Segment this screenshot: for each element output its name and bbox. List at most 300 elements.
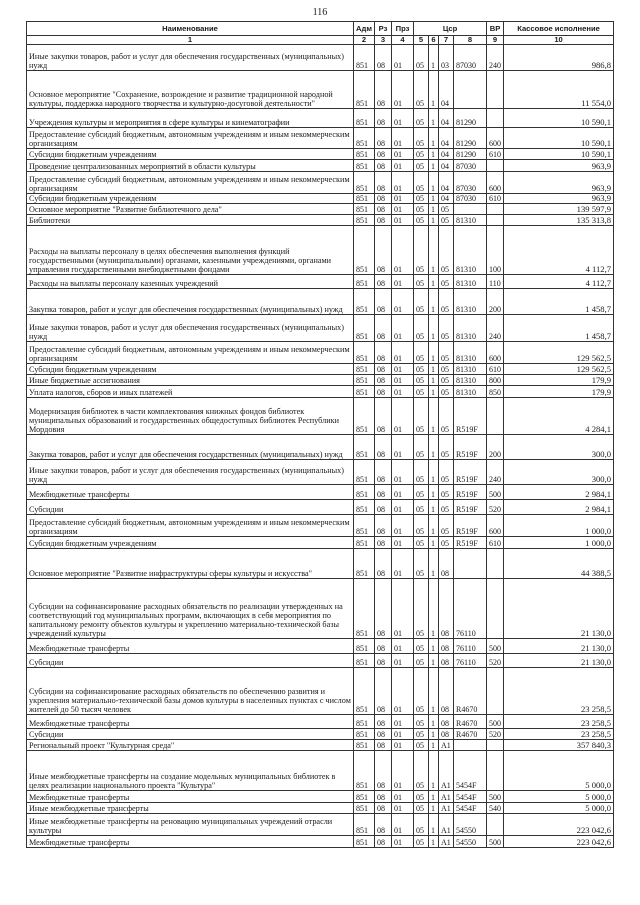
- row-vr: 110: [487, 275, 504, 289]
- header-adm: Адм: [354, 22, 375, 36]
- row-csr-code: 81310: [454, 375, 487, 386]
- row-csr-part: 05: [439, 342, 454, 364]
- table-row: [27, 109, 614, 128]
- row-name: Субсидии бюджетным учреждениям: [27, 364, 354, 375]
- row-adm: 851: [354, 715, 375, 729]
- row-rz: 08: [375, 803, 392, 814]
- row-adm: 851: [354, 226, 375, 275]
- row-vr: 600: [487, 128, 504, 149]
- row-prz: 01: [392, 194, 414, 204]
- row-vr: [487, 814, 504, 836]
- row-csr-part: 1: [429, 375, 439, 386]
- row-csr-code: 87030: [454, 194, 487, 204]
- row-adm: 851: [354, 375, 375, 386]
- row-vr: [487, 751, 504, 791]
- row-csr-part: 1: [429, 71, 439, 109]
- row-csr-part: 08: [439, 579, 454, 639]
- row-prz: 01: [392, 398, 414, 435]
- row-name: Межбюджетные трансферты: [27, 485, 354, 500]
- row-prz: 01: [392, 375, 414, 386]
- row-csr-part: 1: [429, 364, 439, 375]
- row-csr-part: 05: [414, 639, 429, 654]
- row-csr-part: 1: [429, 740, 439, 751]
- row-prz: 01: [392, 149, 414, 160]
- row-adm: 851: [354, 398, 375, 435]
- row-csr-part: 1: [429, 172, 439, 194]
- row-name: Межбюджетные трансферты: [27, 791, 354, 803]
- row-prz: 01: [392, 215, 414, 226]
- table-row: [27, 654, 614, 668]
- row-prz: 01: [392, 537, 414, 549]
- table-row: [27, 579, 614, 639]
- row-adm: 851: [354, 460, 375, 485]
- row-csr-part: A1: [439, 740, 454, 751]
- row-amount: 2 984,1: [504, 485, 614, 500]
- row-prz: 01: [392, 289, 414, 315]
- column-numbers-row: [27, 36, 614, 45]
- row-vr: [487, 160, 504, 172]
- header-rz: Рз: [375, 22, 392, 36]
- row-amount: 139 597,9: [504, 204, 614, 215]
- row-csr-code: 76110: [454, 639, 487, 654]
- table-row: [27, 172, 614, 194]
- row-csr-part: 05: [414, 194, 429, 204]
- row-vr: 100: [487, 226, 504, 275]
- row-csr-code: [454, 740, 487, 751]
- row-amount: 129 562,5: [504, 364, 614, 375]
- row-csr-part: 05: [414, 45, 429, 71]
- row-csr-part: 05: [439, 460, 454, 485]
- row-csr-part: 05: [439, 226, 454, 275]
- row-csr-part: 05: [439, 204, 454, 215]
- row-csr-code: 81310: [454, 289, 487, 315]
- header-row: [27, 22, 614, 36]
- row-vr: 200: [487, 435, 504, 460]
- row-vr: 800: [487, 375, 504, 386]
- row-csr-code: 81310: [454, 226, 487, 275]
- header-vr: ВР: [487, 22, 504, 36]
- row-vr: 520: [487, 500, 504, 515]
- row-csr-part: 05: [414, 342, 429, 364]
- row-csr-code: 81310: [454, 386, 487, 398]
- row-csr-part: 1: [429, 639, 439, 654]
- row-csr-part: 05: [414, 226, 429, 275]
- row-amount: 300,0: [504, 460, 614, 485]
- row-prz: 01: [392, 172, 414, 194]
- row-name: Уплата налогов, сборов и иных платежей: [27, 386, 354, 398]
- table-row: [27, 836, 614, 848]
- row-adm: 851: [354, 109, 375, 128]
- row-name: Основное мероприятие "Развитие библиотечного дела": [27, 204, 354, 215]
- row-csr-code: R4670: [454, 668, 487, 715]
- row-adm: 851: [354, 364, 375, 375]
- row-rz: 08: [375, 740, 392, 751]
- row-csr-part: 05: [439, 537, 454, 549]
- row-csr-code: R519F: [454, 460, 487, 485]
- row-csr-part: 1: [429, 791, 439, 803]
- table-row: [27, 460, 614, 485]
- row-name: Проведение централизованных мероприятий в области культуры: [27, 160, 354, 172]
- row-csr-part: 1: [429, 226, 439, 275]
- row-csr-part: 1: [429, 45, 439, 71]
- column-number: 9: [487, 36, 504, 45]
- row-csr-part: 05: [414, 668, 429, 715]
- row-csr-part: 1: [429, 549, 439, 579]
- row-adm: 851: [354, 204, 375, 215]
- row-csr-part: 05: [414, 160, 429, 172]
- row-csr-part: 1: [429, 537, 439, 549]
- row-amount: 5 000,0: [504, 803, 614, 814]
- row-rz: 08: [375, 485, 392, 500]
- row-prz: 01: [392, 275, 414, 289]
- row-csr-part: 04: [439, 172, 454, 194]
- row-csr-code: 5454F: [454, 751, 487, 791]
- column-number: 6: [429, 36, 439, 45]
- row-prz: 01: [392, 226, 414, 275]
- row-csr-part: 08: [439, 729, 454, 740]
- row-csr-part: 1: [429, 398, 439, 435]
- row-csr-part: A1: [439, 836, 454, 848]
- row-prz: 01: [392, 204, 414, 215]
- row-csr-part: 1: [429, 729, 439, 740]
- row-csr-part: 1: [429, 289, 439, 315]
- row-name: Иные закупки товаров, работ и услуг для обеспечения государственных (муниципальных) нужд: [27, 45, 354, 71]
- row-amount: 10 590,1: [504, 128, 614, 149]
- row-amount: 179,9: [504, 386, 614, 398]
- row-prz: 01: [392, 386, 414, 398]
- row-csr-code: [454, 204, 487, 215]
- row-rz: 08: [375, 289, 392, 315]
- row-csr-part: 05: [439, 398, 454, 435]
- row-prz: 01: [392, 803, 414, 814]
- row-name: Расходы на выплаты персоналу в целях обеспечения выполнения функций государственными (муниципальными) органами, казенными учреждениями, органами управления государственными внебюджетными фондами: [27, 226, 354, 275]
- table-row: [27, 45, 614, 71]
- row-name: Модернизация библиотек в части комплектования книжных фондов библиотек муниципальных образований и государственных общедоступных библиотек Республики Мордовия: [27, 398, 354, 435]
- table-row: [27, 160, 614, 172]
- table-row: [27, 226, 614, 275]
- table-row: [27, 149, 614, 160]
- row-name: Закупка товаров, работ и услуг для обеспечения государственных (муниципальных) нужд: [27, 435, 354, 460]
- row-rz: 08: [375, 398, 392, 435]
- row-rz: 08: [375, 579, 392, 639]
- table-row: [27, 751, 614, 791]
- table-row: [27, 740, 614, 751]
- row-csr-part: 05: [414, 364, 429, 375]
- row-vr: 610: [487, 364, 504, 375]
- row-csr-part: 04: [439, 160, 454, 172]
- row-rz: 08: [375, 45, 392, 71]
- row-csr-code: R519F: [454, 485, 487, 500]
- row-adm: 851: [354, 515, 375, 537]
- row-rz: 08: [375, 226, 392, 275]
- table-row: [27, 500, 614, 515]
- row-csr-code: 5454F: [454, 803, 487, 814]
- row-name: Закупка товаров, работ и услуг для обеспечения государственных (муниципальных) нужд: [27, 289, 354, 315]
- row-adm: 851: [354, 275, 375, 289]
- row-csr-part: 1: [429, 460, 439, 485]
- table-row: [27, 803, 614, 814]
- row-csr-part: 1: [429, 485, 439, 500]
- table-row: [27, 549, 614, 579]
- row-vr: 610: [487, 194, 504, 204]
- row-csr-part: 1: [429, 814, 439, 836]
- row-csr-part: 05: [414, 386, 429, 398]
- row-prz: 01: [392, 315, 414, 342]
- table-row: [27, 375, 614, 386]
- row-csr-code: 81290: [454, 149, 487, 160]
- row-adm: 851: [354, 128, 375, 149]
- table-row: [27, 386, 614, 398]
- header-csr: Цср: [414, 22, 487, 36]
- row-rz: 08: [375, 729, 392, 740]
- row-csr-part: 05: [414, 460, 429, 485]
- row-name: Субсидии: [27, 500, 354, 515]
- row-csr-part: 05: [439, 215, 454, 226]
- row-adm: 851: [354, 729, 375, 740]
- row-amount: 963,9: [504, 194, 614, 204]
- row-name: Предоставление субсидий бюджетным, автономным учреждениям и иным некоммерческим организациям: [27, 128, 354, 149]
- row-amount: 986,8: [504, 45, 614, 71]
- table-row: [27, 435, 614, 460]
- row-amount: 10 590,1: [504, 109, 614, 128]
- row-csr-part: 04: [439, 149, 454, 160]
- table-row: [27, 398, 614, 435]
- row-name: Субсидии на софинансирование расходных обязательств по реализации утвержденных на соответствующий год муниципальных программ, включающих в себя мероприятия по капитальному ремонту объектов культуры и укреплению материально-технической базы учреждений культуры: [27, 579, 354, 639]
- row-amount: 1 458,7: [504, 315, 614, 342]
- row-csr-part: 1: [429, 654, 439, 668]
- row-amount: 300,0: [504, 435, 614, 460]
- row-name: Субсидии бюджетным учреждениям: [27, 194, 354, 204]
- row-csr-code: R519F: [454, 398, 487, 435]
- row-csr-part: 05: [414, 836, 429, 848]
- row-csr-part: 1: [429, 515, 439, 537]
- row-adm: 851: [354, 71, 375, 109]
- row-name: Субсидии: [27, 654, 354, 668]
- row-csr-part: 05: [414, 315, 429, 342]
- row-name: Библиотеки: [27, 215, 354, 226]
- row-prz: 01: [392, 639, 414, 654]
- row-csr-part: 05: [414, 435, 429, 460]
- row-csr-part: 05: [414, 814, 429, 836]
- row-rz: 08: [375, 315, 392, 342]
- row-vr: 600: [487, 172, 504, 194]
- row-csr-part: 08: [439, 668, 454, 715]
- row-csr-part: 1: [429, 715, 439, 729]
- row-name: Предоставление субсидий бюджетным, автономным учреждениям и иным некоммерческим организациям: [27, 172, 354, 194]
- row-csr-part: 1: [429, 215, 439, 226]
- row-adm: 851: [354, 668, 375, 715]
- row-csr-part: 05: [414, 715, 429, 729]
- header-cash: Кассовое исполнение: [504, 22, 614, 36]
- row-csr-part: 05: [439, 386, 454, 398]
- row-amount: 223 042,6: [504, 836, 614, 848]
- row-csr-code: 81310: [454, 315, 487, 342]
- row-adm: 851: [354, 579, 375, 639]
- row-vr: [487, 740, 504, 751]
- row-csr-part: 1: [429, 668, 439, 715]
- table-row: [27, 194, 614, 204]
- row-adm: 851: [354, 435, 375, 460]
- table-row: [27, 342, 614, 364]
- row-csr-part: 05: [414, 500, 429, 515]
- row-csr-code: 81310: [454, 275, 487, 289]
- table-row: [27, 315, 614, 342]
- row-csr-part: 03: [439, 45, 454, 71]
- row-csr-part: 05: [439, 315, 454, 342]
- row-rz: 08: [375, 71, 392, 109]
- row-amount: 23 258,5: [504, 668, 614, 715]
- row-csr-code: 81310: [454, 342, 487, 364]
- row-name: Региональный проект "Культурная среда": [27, 740, 354, 751]
- table-row: [27, 128, 614, 149]
- row-amount: 21 130,0: [504, 579, 614, 639]
- row-csr-part: 04: [439, 194, 454, 204]
- row-rz: 08: [375, 275, 392, 289]
- row-adm: 851: [354, 315, 375, 342]
- row-csr-part: 05: [414, 275, 429, 289]
- row-csr-part: 1: [429, 803, 439, 814]
- row-vr: 500: [487, 639, 504, 654]
- row-rz: 08: [375, 435, 392, 460]
- row-amount: 5 000,0: [504, 791, 614, 803]
- row-adm: 851: [354, 160, 375, 172]
- row-name: Учреждения культуры и мероприятия в сфере культуры и кинематографии: [27, 109, 354, 128]
- row-vr: 500: [487, 485, 504, 500]
- row-vr: 600: [487, 342, 504, 364]
- row-name: Основное мероприятие "Развитие инфраструктуры сферы культуры и искусства": [27, 549, 354, 579]
- row-csr-part: 05: [439, 500, 454, 515]
- row-prz: 01: [392, 729, 414, 740]
- row-vr: [487, 71, 504, 109]
- row-csr-part: 1: [429, 836, 439, 848]
- table-row: [27, 715, 614, 729]
- header-name: Наименование: [27, 22, 354, 36]
- row-adm: 851: [354, 751, 375, 791]
- row-csr-part: 05: [439, 364, 454, 375]
- row-adm: 851: [354, 537, 375, 549]
- row-adm: 851: [354, 386, 375, 398]
- row-rz: 08: [375, 639, 392, 654]
- header-prz: Прз: [392, 22, 414, 36]
- row-vr: 610: [487, 537, 504, 549]
- row-prz: 01: [392, 500, 414, 515]
- row-csr-part: 05: [414, 751, 429, 791]
- row-vr: 500: [487, 836, 504, 848]
- row-amount: 1 000,0: [504, 537, 614, 549]
- row-csr-part: A1: [439, 814, 454, 836]
- row-csr-part: 05: [414, 149, 429, 160]
- table-row: [27, 729, 614, 740]
- row-amount: 129 562,5: [504, 342, 614, 364]
- row-adm: 851: [354, 500, 375, 515]
- row-vr: 240: [487, 460, 504, 485]
- row-amount: 4 284,1: [504, 398, 614, 435]
- table-row: [27, 204, 614, 215]
- column-number: 1: [27, 36, 354, 45]
- row-csr-part: 05: [414, 398, 429, 435]
- row-adm: 851: [354, 289, 375, 315]
- row-csr-code: R519F: [454, 435, 487, 460]
- row-rz: 08: [375, 215, 392, 226]
- table-row: [27, 71, 614, 109]
- row-csr-code: 81290: [454, 109, 487, 128]
- row-adm: 851: [354, 549, 375, 579]
- row-vr: 200: [487, 289, 504, 315]
- row-csr-part: 05: [439, 289, 454, 315]
- row-vr: 850: [487, 386, 504, 398]
- table-row: [27, 215, 614, 226]
- row-csr-code: 87030: [454, 172, 487, 194]
- row-rz: 08: [375, 160, 392, 172]
- row-csr-part: 1: [429, 275, 439, 289]
- table-row: [27, 639, 614, 654]
- row-csr-code: 87030: [454, 160, 487, 172]
- row-vr: 500: [487, 791, 504, 803]
- row-csr-part: 05: [414, 289, 429, 315]
- table-row: [27, 289, 614, 315]
- row-rz: 08: [375, 668, 392, 715]
- row-csr-part: 04: [439, 109, 454, 128]
- row-rz: 08: [375, 364, 392, 375]
- row-adm: 851: [354, 194, 375, 204]
- row-rz: 08: [375, 515, 392, 537]
- row-rz: 08: [375, 194, 392, 204]
- row-csr-part: 08: [439, 639, 454, 654]
- row-adm: 851: [354, 803, 375, 814]
- row-csr-part: 05: [414, 549, 429, 579]
- row-name: Межбюджетные трансферты: [27, 715, 354, 729]
- row-prz: 01: [392, 654, 414, 668]
- row-rz: 08: [375, 751, 392, 791]
- row-csr-part: 05: [414, 172, 429, 194]
- row-csr-part: 1: [429, 751, 439, 791]
- row-csr-part: 1: [429, 342, 439, 364]
- row-csr-part: 05: [414, 515, 429, 537]
- row-rz: 08: [375, 537, 392, 549]
- table-body: [27, 45, 614, 848]
- row-rz: 08: [375, 814, 392, 836]
- table-row: [27, 791, 614, 803]
- row-csr-part: 05: [414, 109, 429, 128]
- row-name: Иные межбюджетные трансферты: [27, 803, 354, 814]
- row-prz: 01: [392, 45, 414, 71]
- row-csr-part: 05: [439, 275, 454, 289]
- row-csr-part: 05: [414, 71, 429, 109]
- row-csr-code: 54550: [454, 814, 487, 836]
- row-csr-code: 87030: [454, 45, 487, 71]
- row-name: Предоставление субсидий бюджетным, автономным учреждениям и иным некоммерческим организациям: [27, 515, 354, 537]
- row-rz: 08: [375, 375, 392, 386]
- row-vr: 520: [487, 654, 504, 668]
- row-vr: 240: [487, 45, 504, 71]
- row-adm: 851: [354, 740, 375, 751]
- row-amount: 11 554,0: [504, 71, 614, 109]
- table-row: [27, 275, 614, 289]
- row-csr-code: [454, 71, 487, 109]
- row-adm: 851: [354, 149, 375, 160]
- row-vr: 500: [487, 715, 504, 729]
- page-number: 116: [312, 7, 328, 18]
- row-amount: 21 130,0: [504, 654, 614, 668]
- row-rz: 08: [375, 654, 392, 668]
- row-adm: 851: [354, 172, 375, 194]
- row-name: Предоставление субсидий бюджетным, автономным учреждениям и иным некоммерческим организациям: [27, 342, 354, 364]
- row-csr-part: 05: [414, 579, 429, 639]
- table-row: [27, 668, 614, 715]
- table-row: [27, 814, 614, 836]
- row-vr: [487, 204, 504, 215]
- row-vr: [487, 398, 504, 435]
